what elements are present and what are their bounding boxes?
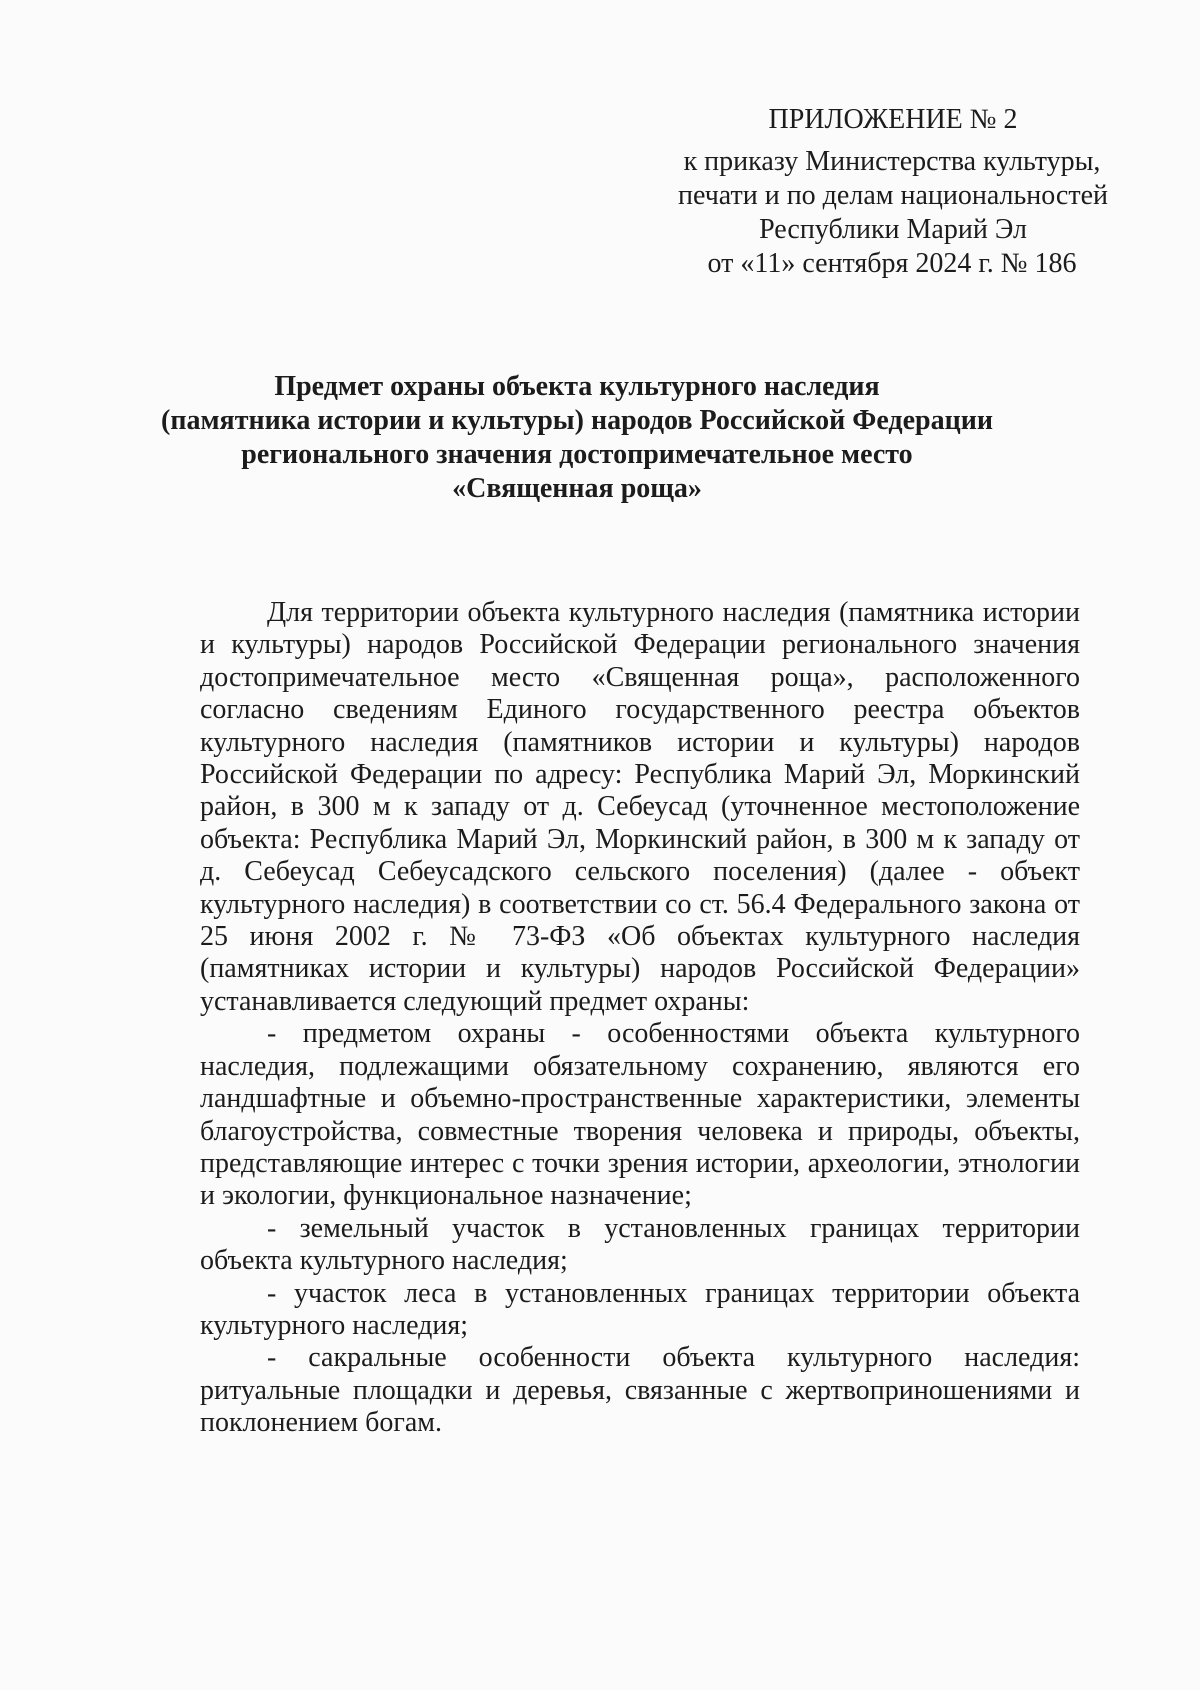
appendix-republic: Республики Марий Эл xyxy=(759,214,1027,245)
list-item-forest-plot: - участок леса в установленных границах территории объекта культурного наследия; xyxy=(200,1277,1080,1341)
list-item-land-plot: - земельный участок в установленных границах территории объекта культурного наследия; xyxy=(200,1212,1080,1277)
list-item-protection-subject: - предметом охраны - особенностями объекта культурного наследия, подлежащими обязательному сохранению, являются его ландшафтные и объемно-пространственные характеристики, элементы благоустройства, совместные творения человека и природы, объекты, представляющие интерес с точки зрения истории, археологии, этнологии и экологии, функциональное назначение; xyxy=(200,1018,1080,1212)
document-title xyxy=(0,370,1200,506)
title-line-3: регионального значения достопримечательное место xyxy=(241,439,913,470)
title-line-1: Предмет охраны объекта культурного наследия xyxy=(274,371,880,402)
title-line-2: (памятника истории и культуры) народов Российской Федерации xyxy=(161,405,993,436)
list-item-sacral-features: - сакральные особенности объекта культурного наследия: ритуальные площадки и деревья, связанные с жертвоприношениями и поклонением богам. xyxy=(200,1342,1080,1439)
appendix-order-ref: к приказу Министерства культуры, xyxy=(683,146,1101,177)
appendix-number: ПРИЛОЖЕНИЕ № 2 xyxy=(768,104,1018,135)
intro-paragraph: Для территории объекта культурного наследия (памятника истории и культуры) народов Российской Федерации регионального значения достопримечательное место «Священная роща», расположенного согласно сведениям Единого государственного реестра объектов культурного наследия (памятников истории и культуры) народов Российской Федерации по адресу: Республика Марий Эл, Моркинский район, в 300 м к западу от д. Себеусад (уточненное местоположение объекта: Республика Марий Эл, Моркинский район, в 300 м к западу от д. Себеусад Себеусадского сельского поселения) (далее - объект культурного наследия) в соответствии со ст. 56.4 Федерального закона от 25 июня 2002 г. № 73-ФЗ «Об объектах культурного наследия (памятниках истории и культуры) народов Российской Федерации» устанавливается следующий предмет охраны: xyxy=(200,597,1080,1017)
appendix-ministry: печати и по делам национальностей xyxy=(677,180,1109,211)
appendix-date-number: от «11» сентября 2024 г. № 186 xyxy=(707,248,1077,279)
title-line-4: «Священная роща» xyxy=(452,473,702,504)
document-body xyxy=(200,597,1080,1440)
